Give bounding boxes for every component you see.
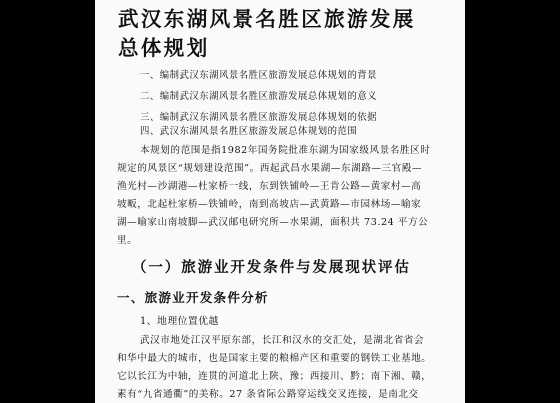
part-heading: （一）旅游业开发条件与发展现状评估 bbox=[132, 259, 411, 276]
scope-paragraph-line: 渔光村—沙湖港—杜家桥一线，东到铁铺岭—王肯公路—黄家村—高 bbox=[117, 181, 422, 192]
document-title-line-2: 总体规划 bbox=[118, 36, 210, 60]
scope-paragraph-line: 坡畈，北起杜家桥—铁铺岭，南到高坡店—武黄路—市园林场—喻家 bbox=[117, 199, 422, 210]
document-page bbox=[95, 0, 465, 403]
section-heading: 一、旅游业开发条件分析 bbox=[117, 290, 269, 305]
location-paragraph-line: 素有“九省通衢”的美称。27 条省际公路穿运线交叉连接，是南北交 bbox=[117, 389, 419, 400]
scope-paragraph-line: 湖—喻家山南坡脚—武汉邮电研究所—水果湖，面积共 73.24 平方公 bbox=[117, 217, 429, 228]
subsection-heading: 1、地理位置优越 bbox=[140, 316, 219, 327]
scope-paragraph-line: 规定的风景区“规划建设范围”。西起武昌水果湖—东湖路—三官殿— bbox=[117, 163, 423, 174]
outline-item-scope: 四、武汉东湖风景名胜区旅游发展总体规划的范围 bbox=[140, 126, 358, 137]
outline-item-significance: 二、编制武汉东湖风景名胜区旅游发展总体规划的意义 bbox=[140, 91, 378, 102]
document-title-line-1: 武汉东湖风景名胜区旅游发展 bbox=[118, 7, 416, 31]
outline-item-basis: 三、编制武汉东湖风景名胜区旅游发展总体规划的依据 bbox=[140, 112, 378, 123]
location-paragraph-line: 武汉市地处江汉平原东部，长江和汉水的交汇处，是湖北省省会 bbox=[140, 335, 425, 346]
location-paragraph-line: 和华中最大的城市，也是国家主要的粮棉产区和重要的钢铁工业基地。 bbox=[117, 353, 432, 364]
outline-item-background: 一、编制武汉东湖风景名胜区旅游发展总体规划的背景 bbox=[140, 70, 378, 81]
location-paragraph-line: 它以长江为中轴，连贯的河道北上陕、豫；西接川、黔；南下湘、赣， bbox=[117, 371, 432, 382]
scope-paragraph-line: 里。 bbox=[117, 235, 138, 246]
scope-paragraph-line: 本规划的范围是指1982年国务院批准东湖为国家级风景名胜区时 bbox=[140, 145, 431, 156]
